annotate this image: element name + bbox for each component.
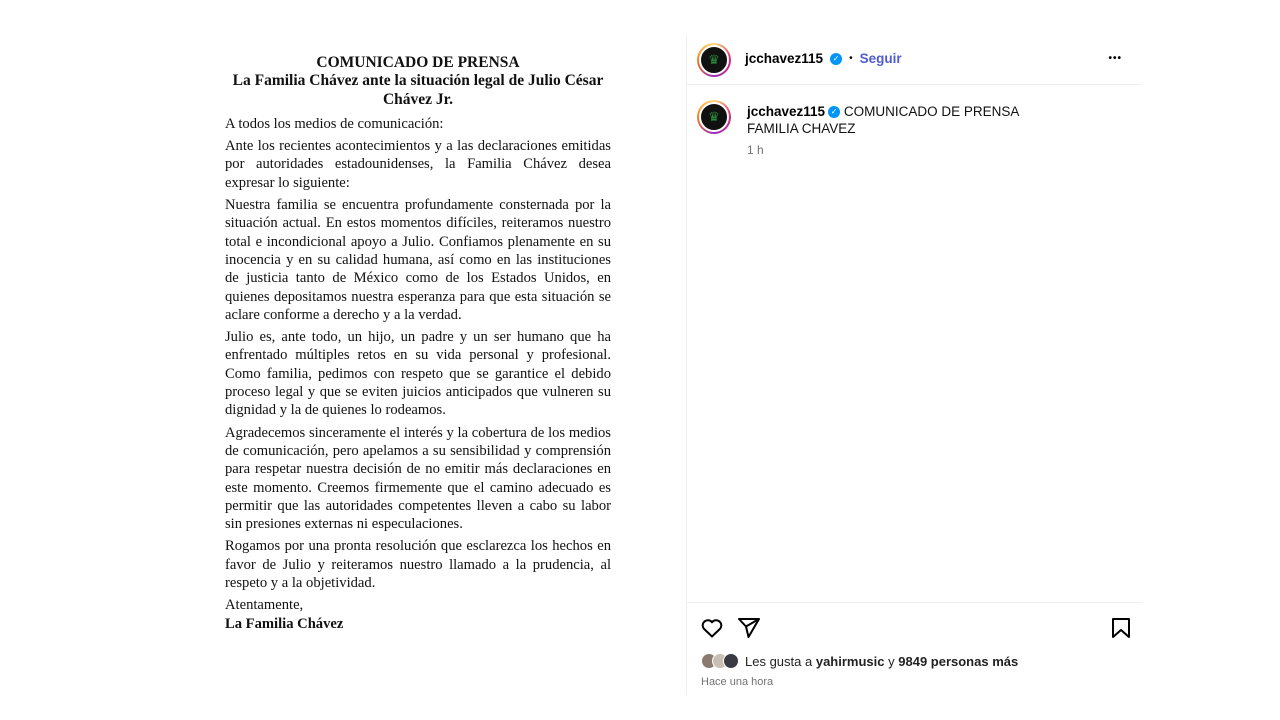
press-release-document — [225, 54, 611, 637]
verified-badge-icon: ✓ — [830, 53, 842, 65]
likes-conjunction: y — [888, 653, 895, 669]
follow-button[interactable]: Seguir — [859, 51, 902, 66]
crown-logo-icon: ♛ — [699, 45, 729, 75]
caption-username[interactable]: jcchavez115 — [747, 104, 826, 119]
caption-text: FAMILIA CHAVEZ — [747, 121, 856, 136]
avatar[interactable] — [697, 100, 731, 134]
verified-badge-icon: ✓ — [828, 106, 840, 118]
liker-avatar — [723, 653, 739, 669]
post-timestamp: Hace una hora — [701, 676, 774, 688]
doc-paragraph: Agradecemos sinceramente el interés y la cobertura de los medios de comunicación, pero apelamos a su sensibilidad y comprensión para respetar nuestra decisión de no emitir más declaraciones en este momento. Creemos firmemente que el camino adecuado es permitir que las autoridades competentes lleven a cabo su labor sin presiones externas ni especulaciones. — [225, 424, 611, 533]
caption — [747, 103, 1019, 137]
post-header — [687, 35, 1142, 85]
share-icon[interactable] — [737, 616, 761, 640]
separator-dot: • — [849, 53, 853, 64]
likes-summary[interactable] — [701, 653, 1018, 669]
bookmark-icon[interactable] — [1110, 616, 1132, 640]
doc-subtitle: La Familia Chávez ante la situación legal de Julio César Chávez Jr. — [232, 72, 604, 108]
doc-paragraph: Nuestra familia se encuentra profundamente consternada por la situación actual. En estos momentos difíciles, reiteramos nuestro total e incondicional apoyo a Julio. Confiamos plenamente en su inocencia y en su calidad humana, así como en las instituciones de justicia tanto de México como de los Estados Unidos, en quienes depositamos nuestra esperanza para que esta situación se aclare conforme a derecho y a la verdad. — [225, 197, 611, 323]
likes-prefix: Les gusta a — [745, 653, 813, 669]
avatar[interactable] — [697, 43, 731, 77]
doc-paragraph: Atentamente, — [225, 597, 304, 614]
doc-paragraph: Rogamos por una pronta resolución que esclarezca los hechos en favor de Julio y reiteramos nuestro llamado a la prudencia, al respeto y a la objetividad. — [225, 538, 611, 592]
more-options-icon[interactable]: ••• — [1108, 53, 1122, 64]
doc-signature: La Familia Chávez — [225, 615, 344, 632]
post-actions — [687, 602, 1142, 695]
crown-logo-icon: ♛ — [699, 102, 729, 132]
post-panel — [687, 35, 1142, 695]
caption-text: COMUNICADO DE PRENSA — [843, 104, 1020, 119]
caption-time: 1 h — [747, 143, 764, 157]
liker-username[interactable]: yahirmusic — [815, 653, 885, 669]
doc-paragraph: A todos los medios de comunicación: — [225, 115, 444, 132]
doc-title: COMUNICADO DE PRENSA — [316, 54, 520, 71]
doc-paragraph: Julio es, ante todo, un hijo, un padre y un ser humano que ha enfrentado múltiples retos en su vida personal y profesional. Como familia, pedimos con respeto que se garantice el debido proceso legal y que se eviten juicios anticipados que vulneren su dignidad y la de quienes lo rodeamos. — [225, 329, 611, 419]
username-link[interactable]: jcchavez115 — [745, 51, 824, 66]
heart-icon[interactable] — [700, 616, 724, 640]
doc-paragraph: Ante los recientes acontecimientos y a las declaraciones emitidas por autoridades estadounidenses, la Familia Chávez desea expresar lo siguiente: — [225, 138, 611, 191]
likes-count[interactable]: 9849 personas más — [898, 653, 1019, 669]
